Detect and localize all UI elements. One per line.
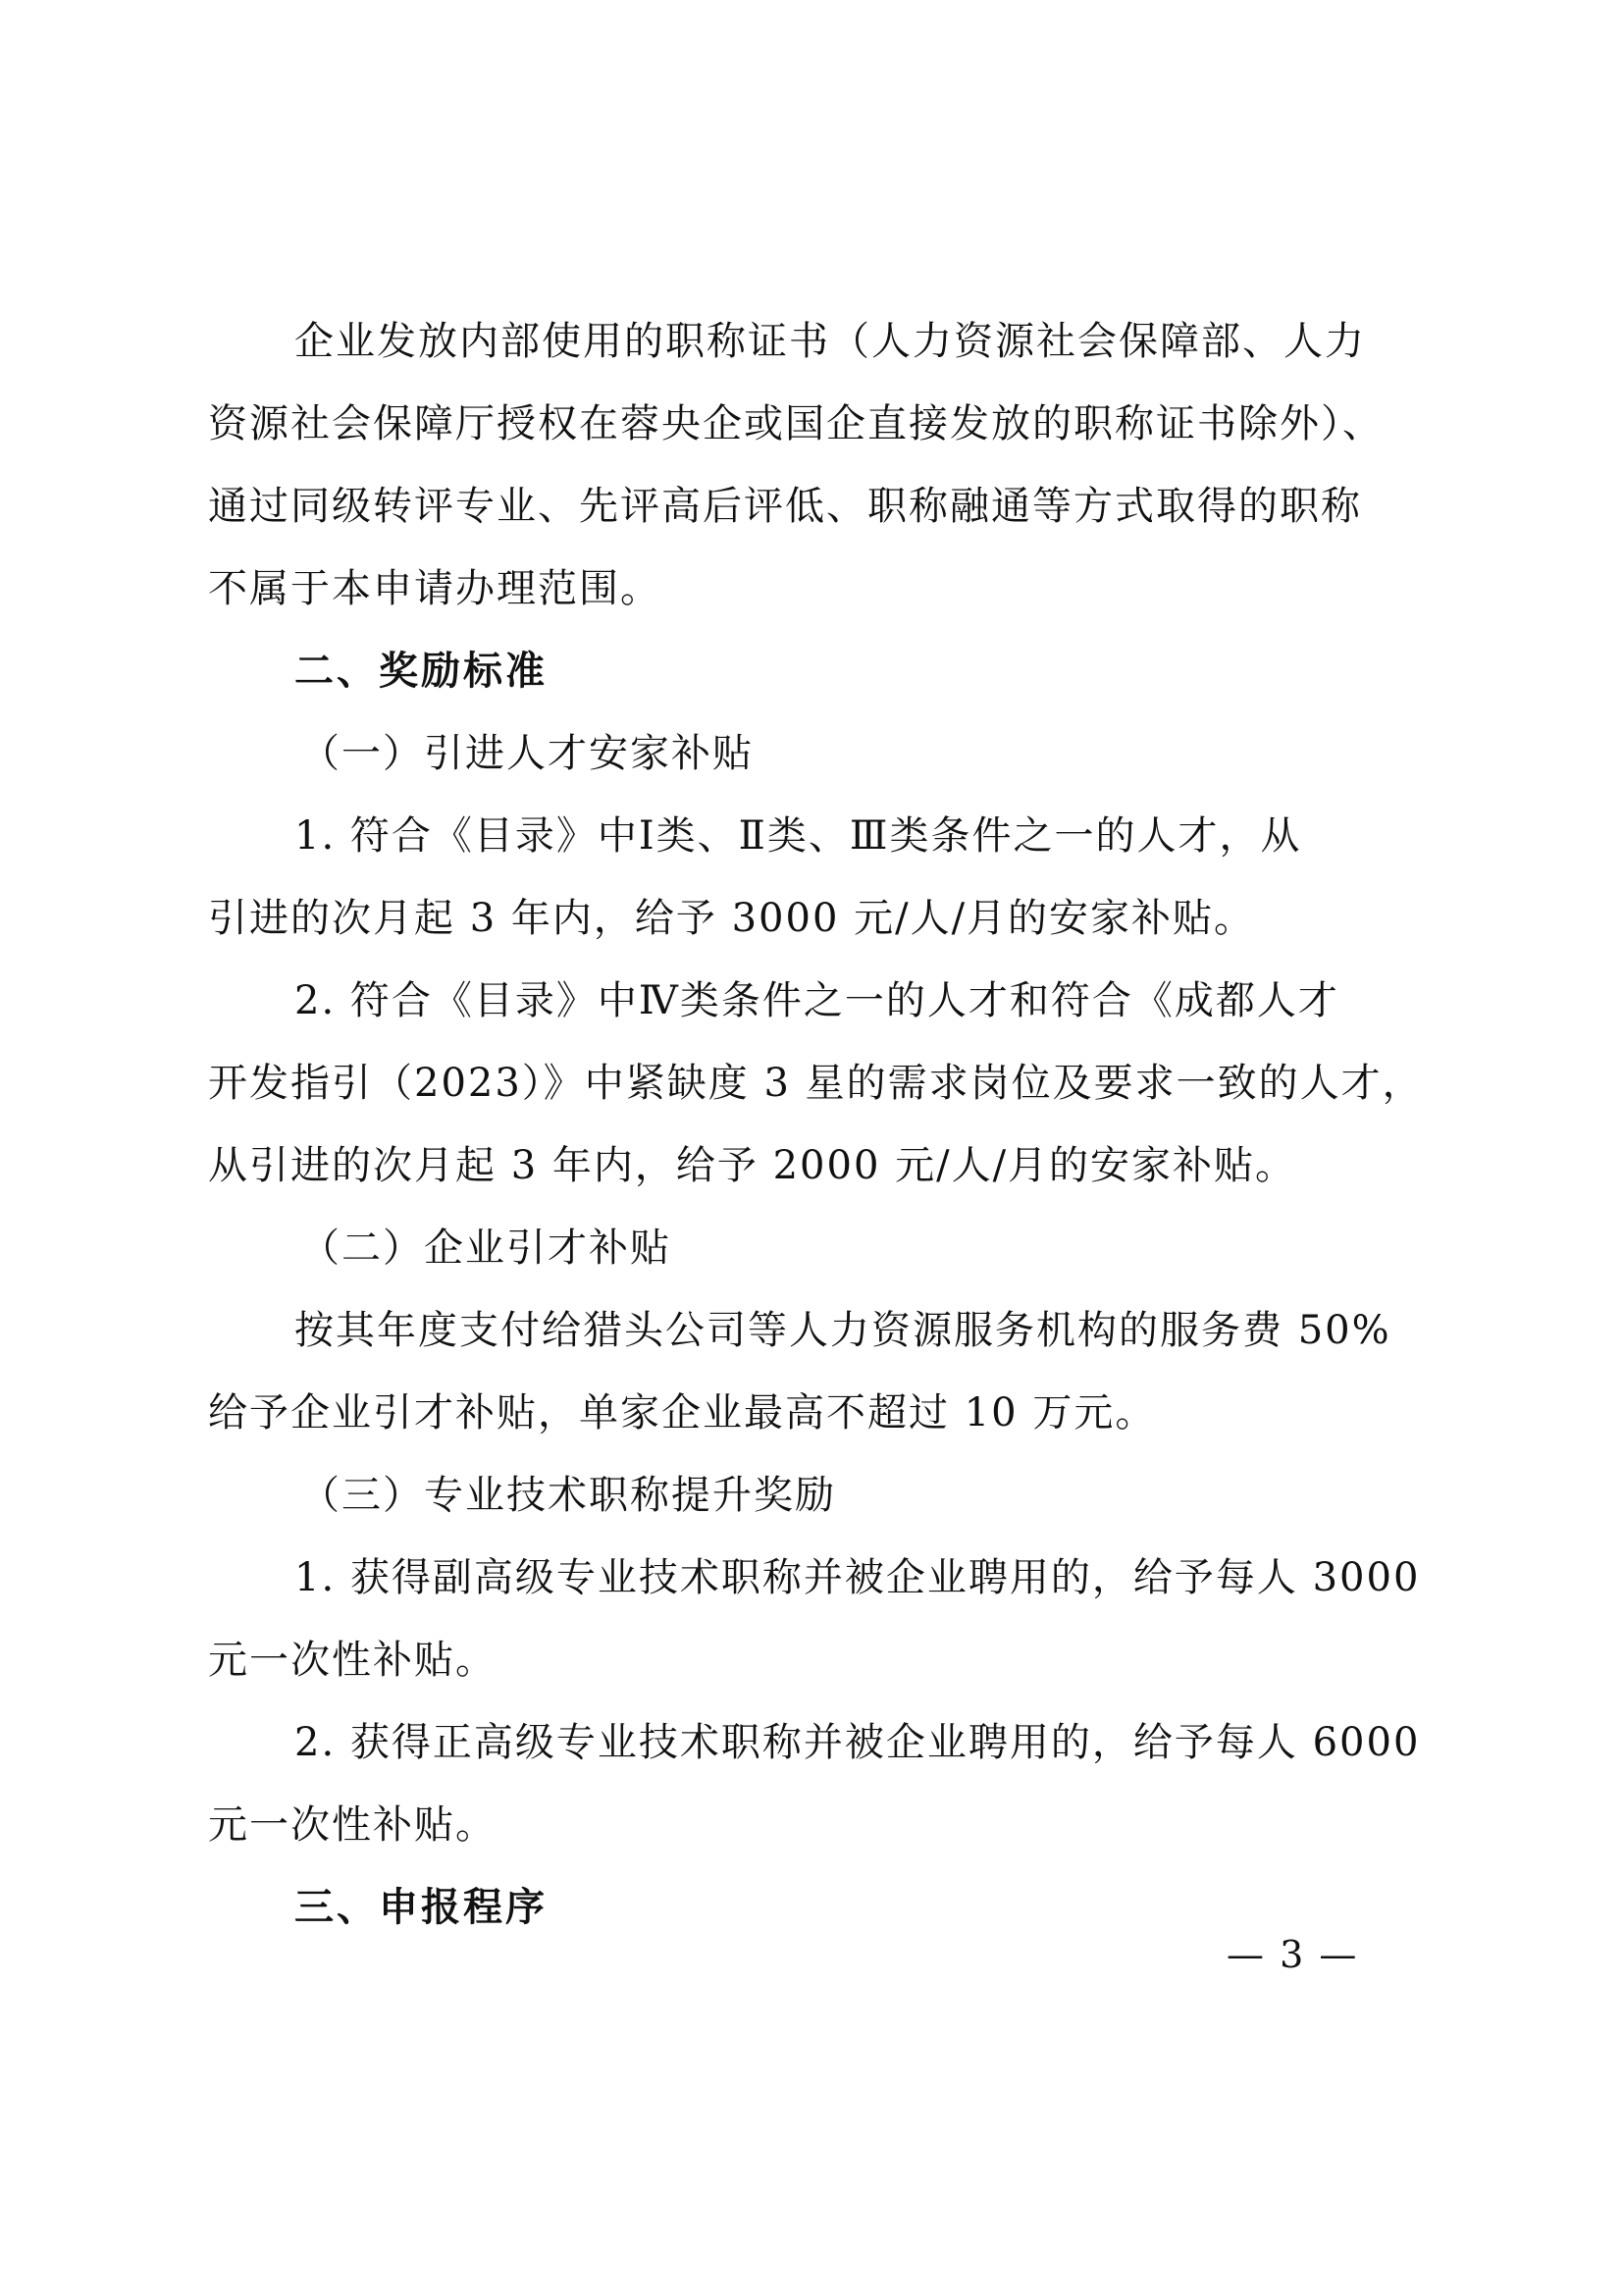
paragraph-line: 按其年度支付给猎头公司等人力资源服务机构的服务费 50% — [294, 1308, 1391, 1353]
paragraph-line: 1. 获得副高级专业技术职称并被企业聘用的，给予每人 3000 — [294, 1555, 1421, 1600]
paragraph-line: 引进的次月起 3 年内，给予 3000 元/人/月的安家补贴。 — [208, 896, 1256, 941]
paragraph-line: 资源社会保障厅授权在蓉央企或国企直接发放的职称证书除外）、 — [208, 401, 1384, 446]
paragraph-line: 从引进的次月起 3 年内，给予 2000 元/人/月的安家补贴。 — [208, 1143, 1297, 1188]
paragraph-line: 不属于本申请办理范围。 — [208, 566, 661, 611]
subsection-heading: （二）企业引才补贴 — [300, 1226, 671, 1271]
paragraph-line: 1. 符合《目录》中Ⅰ类、Ⅱ类、Ⅲ类条件之一的人才，从 — [294, 813, 1302, 859]
paragraph-line: 2. 符合《目录》中Ⅳ类条件之一的人才和符合《成都人才 — [294, 978, 1339, 1023]
page-number: — 3 — — [1227, 1933, 1359, 1976]
paragraph-line: 通过同级转评专业、先评高后评低、职称融通等方式取得的职称 — [208, 484, 1362, 529]
section-heading: 二、奖励标准 — [294, 649, 548, 694]
paragraph-line: 企业发放内部使用的职称证书（人力资源社会保障部、人力 — [294, 319, 1366, 364]
section-heading: 三、申报程序 — [294, 1885, 548, 1930]
paragraph-line: 元一次性补贴。 — [208, 1638, 497, 1683]
paragraph-line: 开发指引（2023）》中紧缺度 3 星的需求岗位及要求一致的人才， — [208, 1061, 1424, 1106]
subsection-heading: （一）引进人才安家补贴 — [300, 731, 754, 776]
paragraph-line: 给予企业引才补贴，单家企业最高不超过 10 万元。 — [208, 1390, 1157, 1435]
subsection-heading: （三）专业技术职称提升奖励 — [300, 1473, 836, 1518]
paragraph-line: 2. 获得正高级专业技术职称并被企业聘用的，给予每人 6000 — [294, 1720, 1421, 1765]
paragraph-line: 元一次性补贴。 — [208, 1802, 497, 1848]
